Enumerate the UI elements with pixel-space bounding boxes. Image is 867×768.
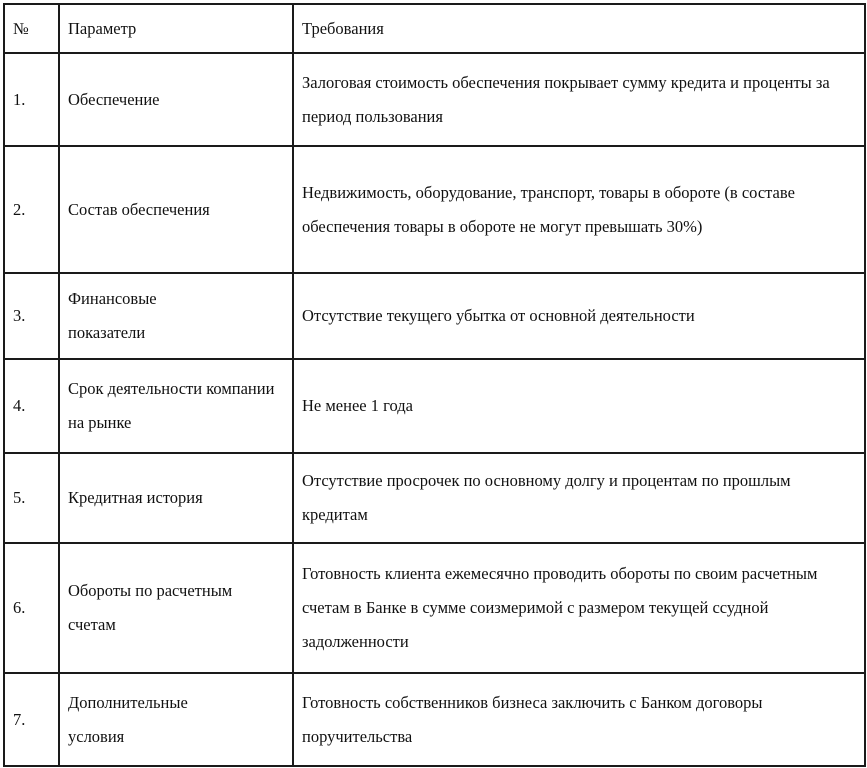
header-parameter: Параметр [59,4,293,53]
row-requirement: Отсутствие просрочек по основному долгу и процентам по прошлым кредитам [293,453,865,543]
row-parameter: Кредитная история [59,453,293,543]
requirements-table [3,3,866,767]
header-requirements: Требования [293,4,865,53]
row-requirement: Не менее 1 года [293,359,865,453]
row-requirement: Недвижимость, оборудование, транспорт, товары в обороте (в составе обеспечения товары в обороте не могут превышать 30%) [293,146,865,273]
row-number: 4. [4,359,59,453]
row-requirement: Готовность клиента ежемесячно проводить обороты по своим расчетным счетам в Банке в сумме соизмеримой с размером текущей ссудной задолженности [293,543,865,673]
row-number: 3. [4,273,59,359]
table-row [4,453,865,543]
row-parameter: Дополнительные условия [59,673,293,766]
row-requirement: Залоговая стоимость обеспечения покрывает сумму кредита и проценты за период пользования [293,53,865,146]
row-parameter: Срок деятельности компании на рынке [59,359,293,453]
table-row [4,673,865,766]
table-row [4,543,865,673]
table-row [4,359,865,453]
table-row [4,146,865,273]
table-row [4,53,865,146]
row-parameter: Обеспечение [59,53,293,146]
row-number: 6. [4,543,59,673]
row-number: 7. [4,673,59,766]
table-row [4,273,865,359]
row-requirement: Отсутствие текущего убытка от основной деятельности [293,273,865,359]
header-number: № [4,4,59,53]
row-number: 5. [4,453,59,543]
row-parameter: Состав обеспечения [59,146,293,273]
row-parameter: Обороты по расчетным счетам [59,543,293,673]
row-number: 1. [4,53,59,146]
row-parameter: Финансовые показатели [59,273,293,359]
row-number: 2. [4,146,59,273]
table-header-row [4,4,865,53]
row-requirement: Готовность собственников бизнеса заключить с Банком договоры поручительства [293,673,865,766]
